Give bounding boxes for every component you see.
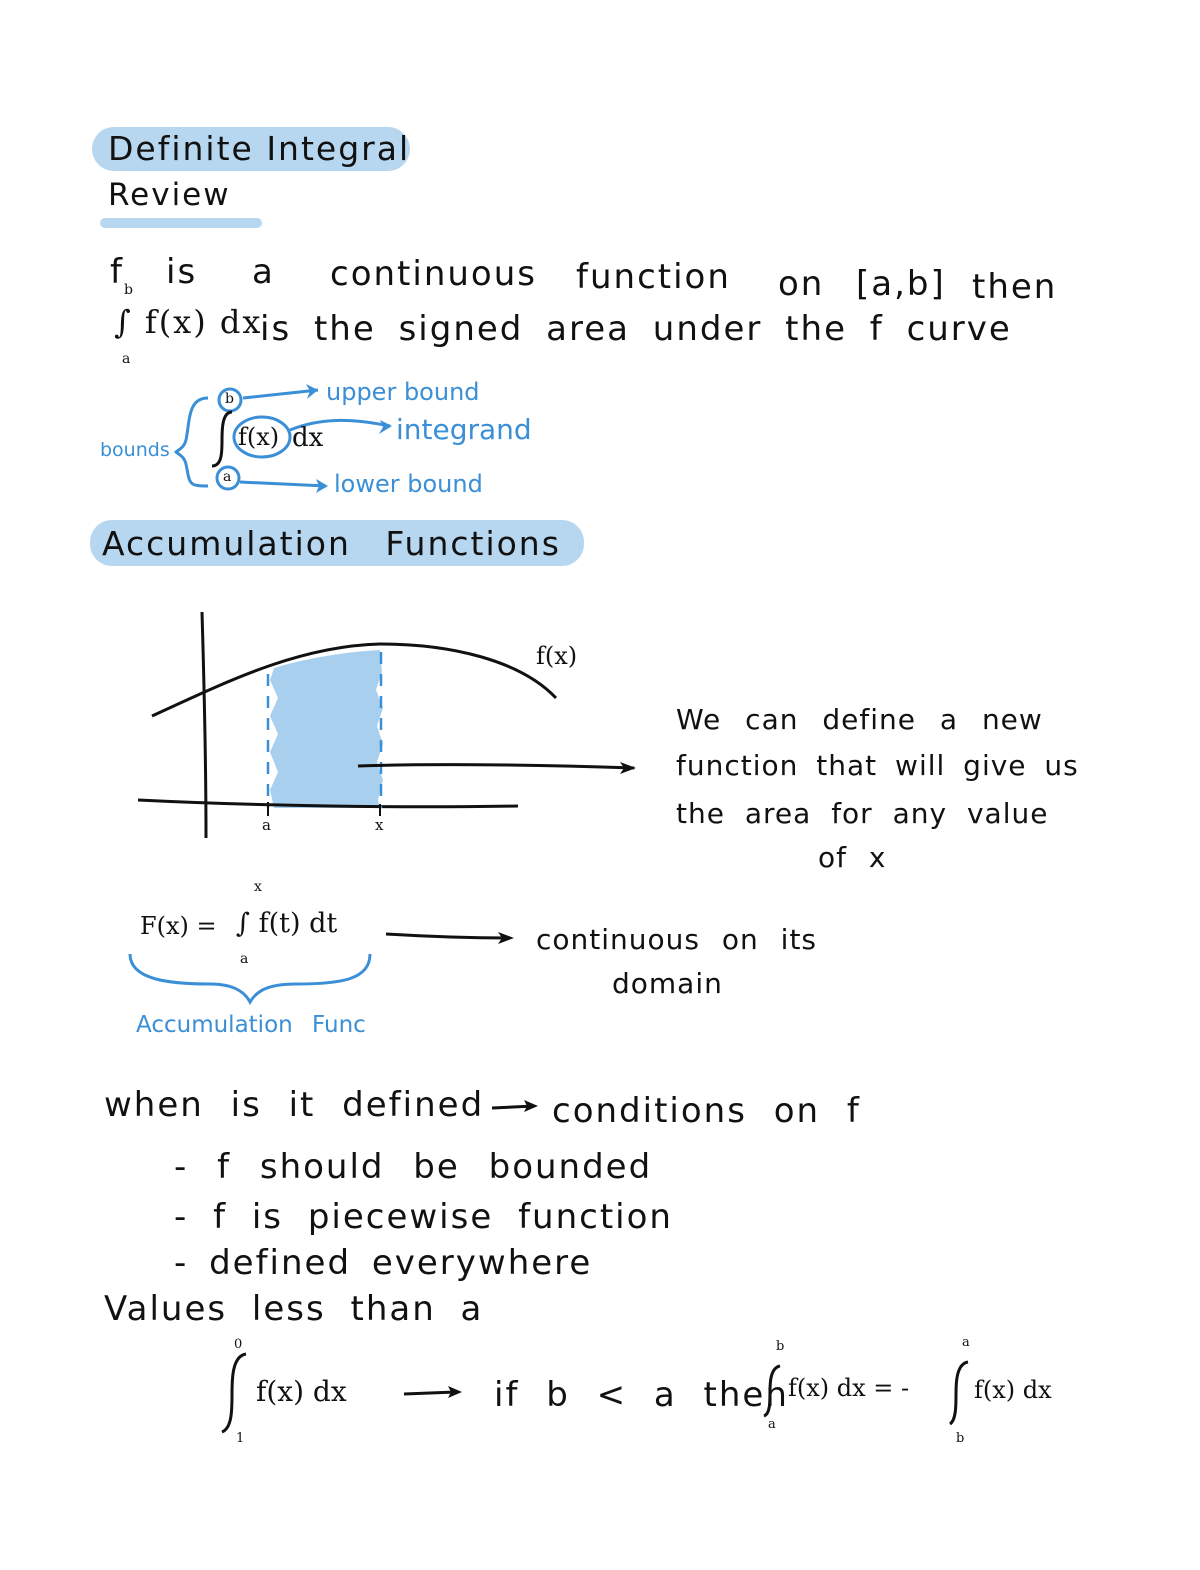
formula-lhs: F(x) = [140, 912, 217, 940]
continuity-line1: continuous on its [536, 923, 818, 956]
conditions-answer: conditions on f [552, 1091, 861, 1131]
final-left-upper: 0 [234, 1337, 243, 1352]
brace-label: Accumulation Func [136, 1012, 366, 1038]
diagram-lower-label: lower bound [334, 470, 483, 498]
condition-item-2: - f is piecewise function [174, 1197, 673, 1237]
final-arrow-line [404, 1392, 456, 1394]
review-line2-rest: is the signed area under the f curve [260, 309, 1012, 349]
final-right-upper: a [962, 1335, 970, 1350]
diagram-integrand-label: integrand [396, 413, 532, 446]
diagram-integrand-expr: f(x) [238, 423, 280, 451]
formula-integral: ∫ f(t) dt [236, 908, 338, 939]
review-word-continuous: continuous [330, 254, 537, 294]
review-lower-limit: a [122, 351, 131, 367]
tick-label-a: a [262, 816, 271, 834]
review-word-f: f [110, 252, 124, 292]
review-word-then: then [972, 267, 1058, 307]
final-integral-sign-3 [950, 1362, 968, 1424]
final-mid-upper: b [776, 1339, 785, 1354]
formula-upper: x [254, 879, 262, 895]
review-word-on: on [778, 264, 825, 304]
graph-description-line3: the area for any value [676, 797, 1049, 830]
diagram-lower-a: a [223, 469, 232, 485]
conditions-question: when is it defined [104, 1085, 485, 1125]
review-word-function: function [576, 257, 731, 297]
final-left-integral: f(x) dx [256, 1375, 347, 1408]
heading1-sub: Review [108, 177, 231, 213]
condition-item-3: - defined everywhere [174, 1243, 593, 1283]
graph-description-line4: of x [818, 841, 887, 874]
diagram-bounds-label: bounds [100, 439, 170, 461]
graph-description-line2: function that will give us [676, 749, 1079, 782]
curve-label: f(x) [536, 642, 578, 670]
heading2: Accumulation Functions [102, 524, 561, 563]
values-heading: Values less than a [104, 1289, 484, 1329]
condition-item-1: - f should be bounded [174, 1147, 653, 1187]
formula-lower: a [240, 951, 249, 967]
final-integral-sign-1 [222, 1354, 246, 1432]
review-upper-limit: b [124, 282, 133, 298]
graph-description-line1: We can define a new [676, 703, 1043, 736]
final-right-lower: b [956, 1431, 965, 1446]
continuity-line2: domain [612, 967, 723, 1000]
review-word-interval: [a,b] [856, 264, 946, 304]
review-word-is: is [166, 252, 198, 292]
heading1: Definite Integral [108, 129, 411, 168]
review-integral: ∫ f(x) dx [114, 303, 263, 341]
diagram-upper-label: upper bound [326, 378, 480, 406]
final-right-integral: f(x) dx [974, 1376, 1052, 1404]
final-left-lower: 1 [236, 1431, 245, 1446]
diagram-dx: dx [292, 423, 324, 453]
tick-label-x: x [375, 816, 384, 834]
review-word-a: a [252, 252, 275, 292]
final-mid-lower: a [768, 1417, 776, 1432]
diagram-upper-b: b [225, 391, 234, 407]
final-condition: if b < a then [494, 1375, 789, 1415]
final-mid-integral: f(x) dx = - [788, 1374, 910, 1402]
